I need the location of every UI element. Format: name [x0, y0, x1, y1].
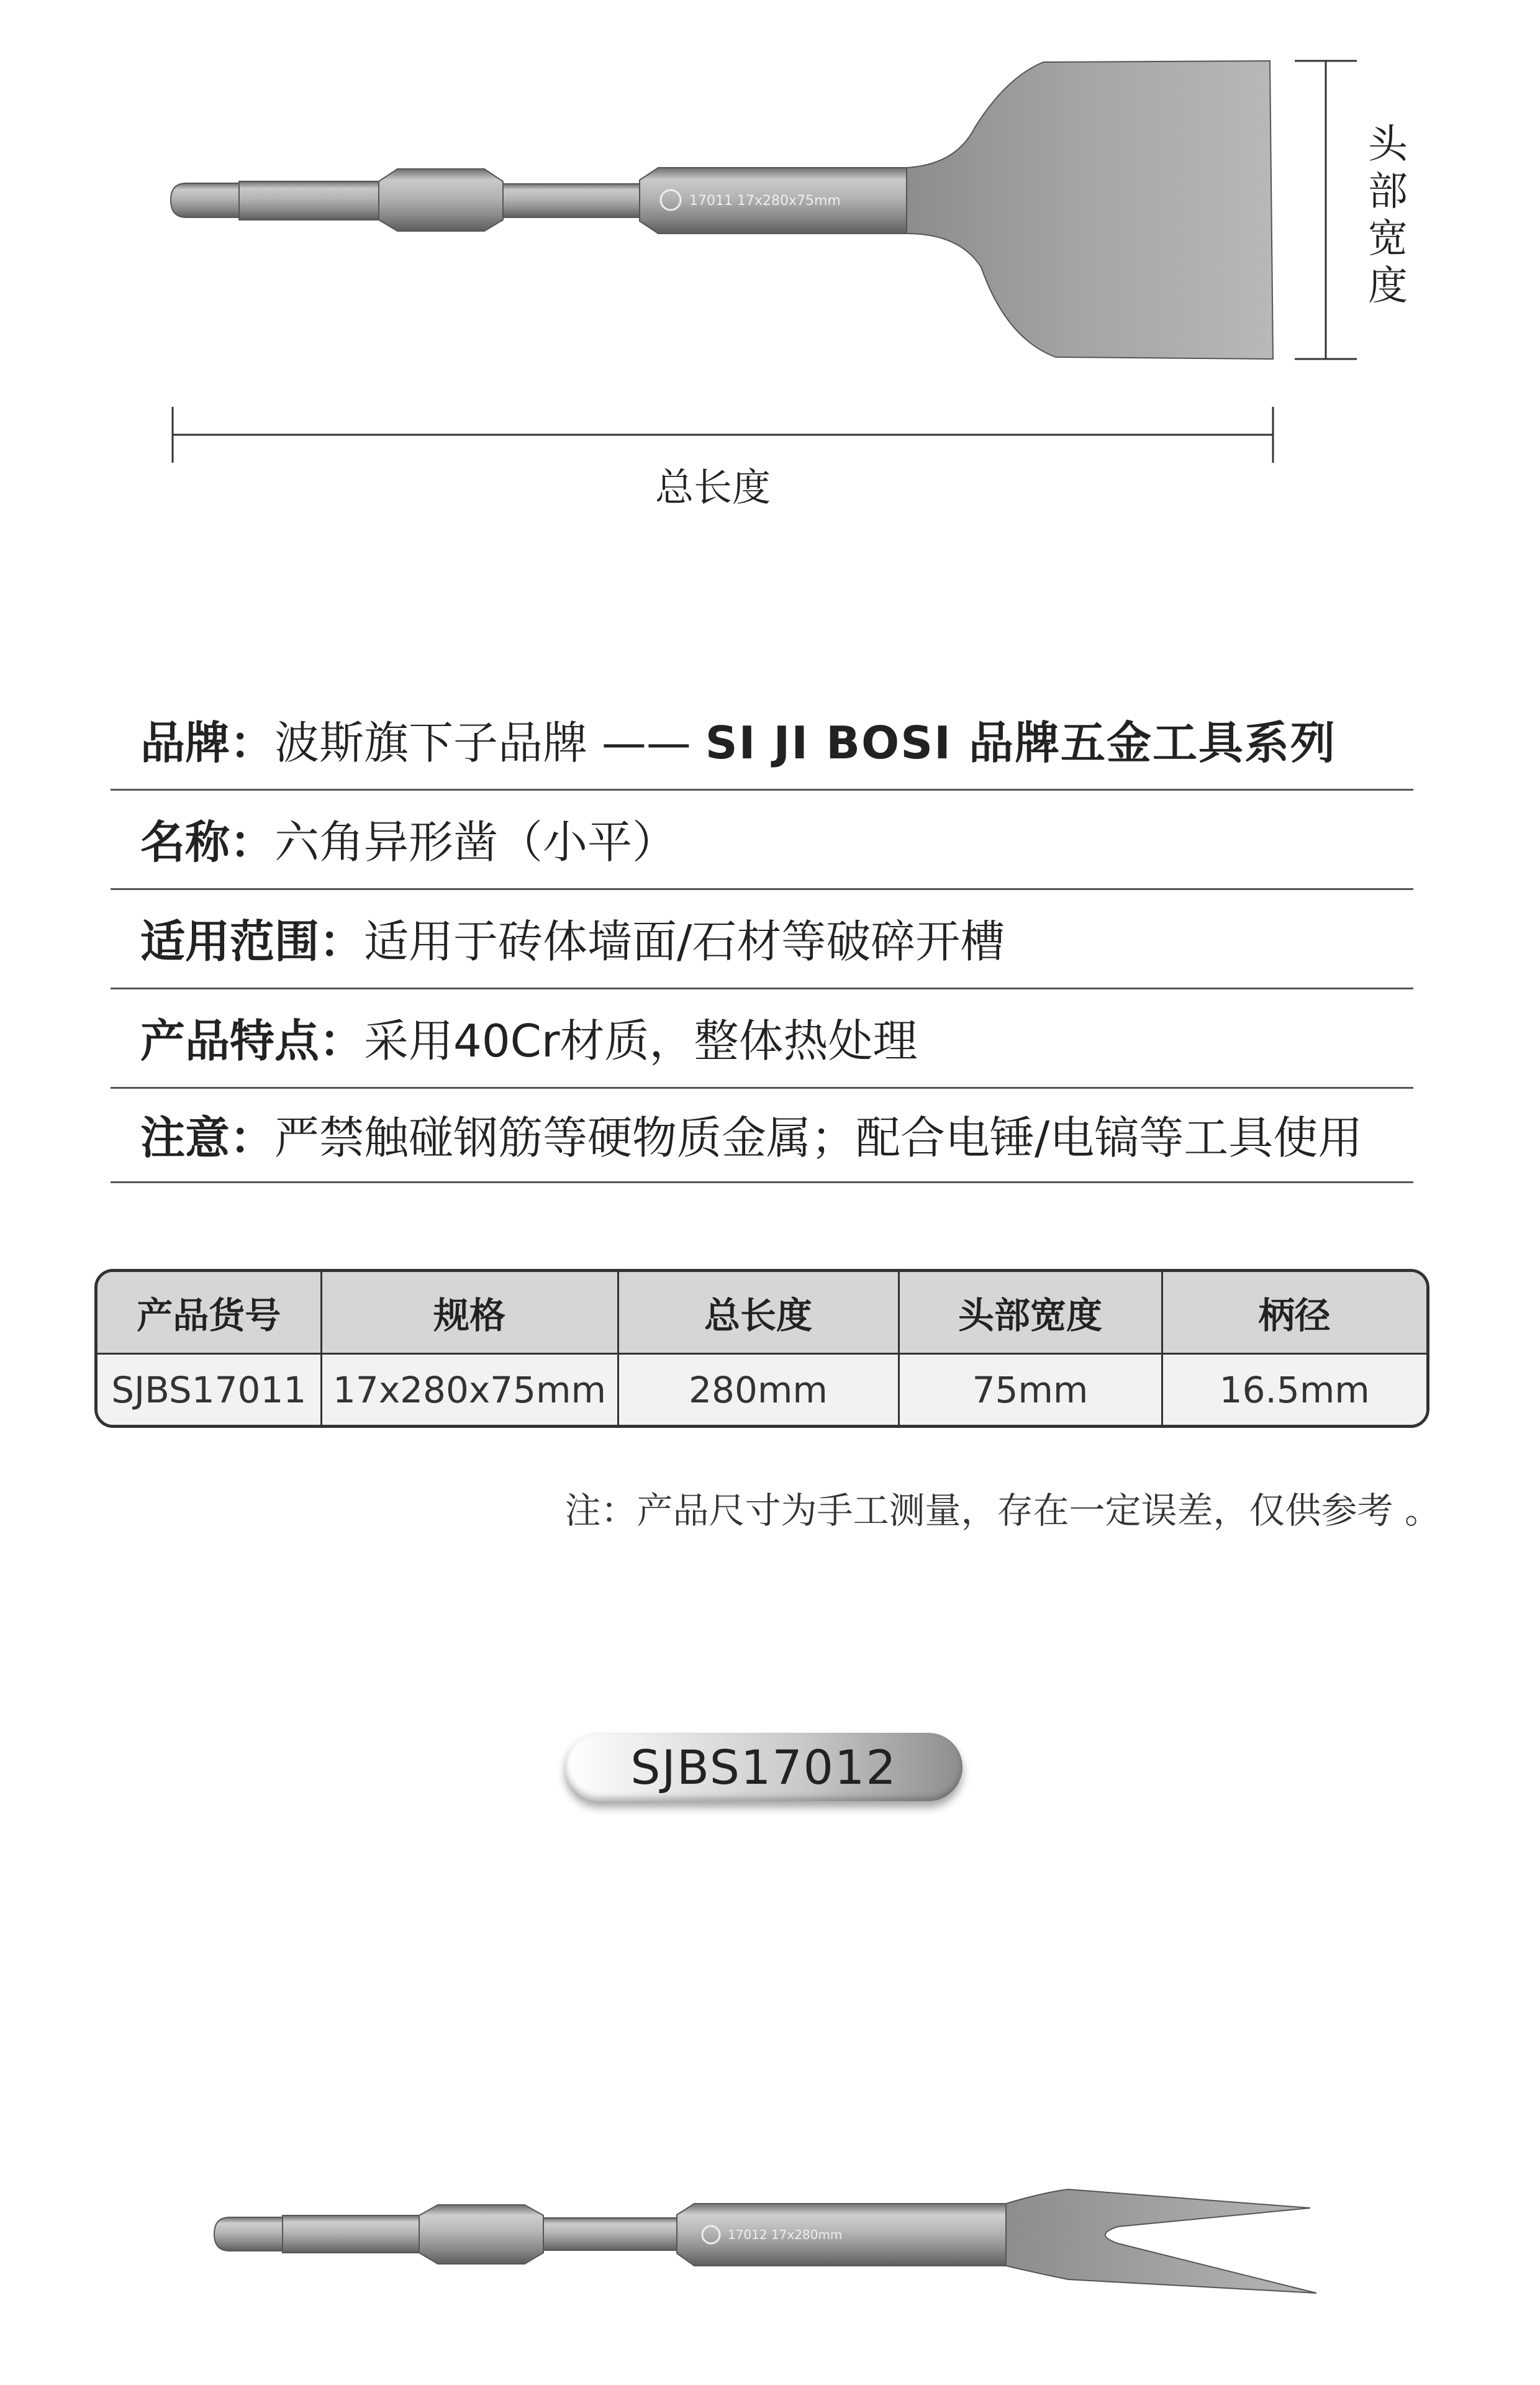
table-header-cell: 头部宽度 [899, 1272, 1162, 1354]
spec-key: 名称： [140, 816, 275, 868]
spec-value: 波斯旗下子品牌 —— [274, 717, 705, 769]
table-cell: 17x280x75mm [321, 1354, 618, 1425]
engraving-text: 17012 17x280mm [728, 2227, 843, 2242]
table-header-cell: 总长度 [618, 1272, 899, 1354]
model-number: SJBS17012 [630, 1739, 897, 1795]
spec-key: 适用范围： [140, 915, 365, 968]
model-badge [565, 1733, 962, 1801]
spec-row-usage [111, 888, 1413, 989]
brand-series-text: SI JI BOSI 品牌五金工具系列 [705, 717, 1336, 769]
spec-row-features [111, 988, 1413, 1089]
spec-key: 品牌： [140, 717, 275, 769]
table-header-cell: 规格 [321, 1272, 618, 1354]
table-cell: 16.5mm [1162, 1354, 1426, 1425]
spec-row-brand [111, 689, 1413, 791]
table-header-cell: 产品货号 [97, 1272, 321, 1354]
spec-value: 六角异形凿（小平） [274, 816, 677, 868]
table-cell: 75mm [899, 1354, 1162, 1425]
head-width-label: 头部宽度 [1368, 122, 1408, 309]
total-length-label: 总长度 [655, 465, 771, 510]
spec-value: 适用于砖体墙面/石材等破碎开槽 [364, 915, 1005, 968]
table-row [97, 1354, 1426, 1425]
spec-key: 注意： [140, 1112, 275, 1164]
chisel-flat-image [0, 0, 1540, 385]
table-cell: SJBS17011 [97, 1354, 321, 1425]
measurement-note: 注：产品尺寸为手工测量，存在一定误差，仅供参考 。 [564, 1489, 1441, 1532]
spec-table [94, 1269, 1429, 1428]
table-header-row [97, 1272, 1426, 1354]
spec-value: 采用40Cr材质，整体热处理 [364, 1015, 918, 1067]
spec-row-name [111, 789, 1413, 890]
spec-row-caution [111, 1087, 1413, 1183]
table-cell: 280mm [618, 1354, 899, 1425]
spec-value: 严禁触碰钢筋等硬物质金属；配合电锤/电镐等工具使用 [274, 1112, 1363, 1164]
spec-key: 产品特点： [140, 1015, 365, 1067]
table-header-cell: 柄径 [1162, 1272, 1426, 1354]
chisel-fork-image [0, 2161, 1540, 2348]
engraving-text: 17011 17x280x75mm [689, 193, 841, 209]
